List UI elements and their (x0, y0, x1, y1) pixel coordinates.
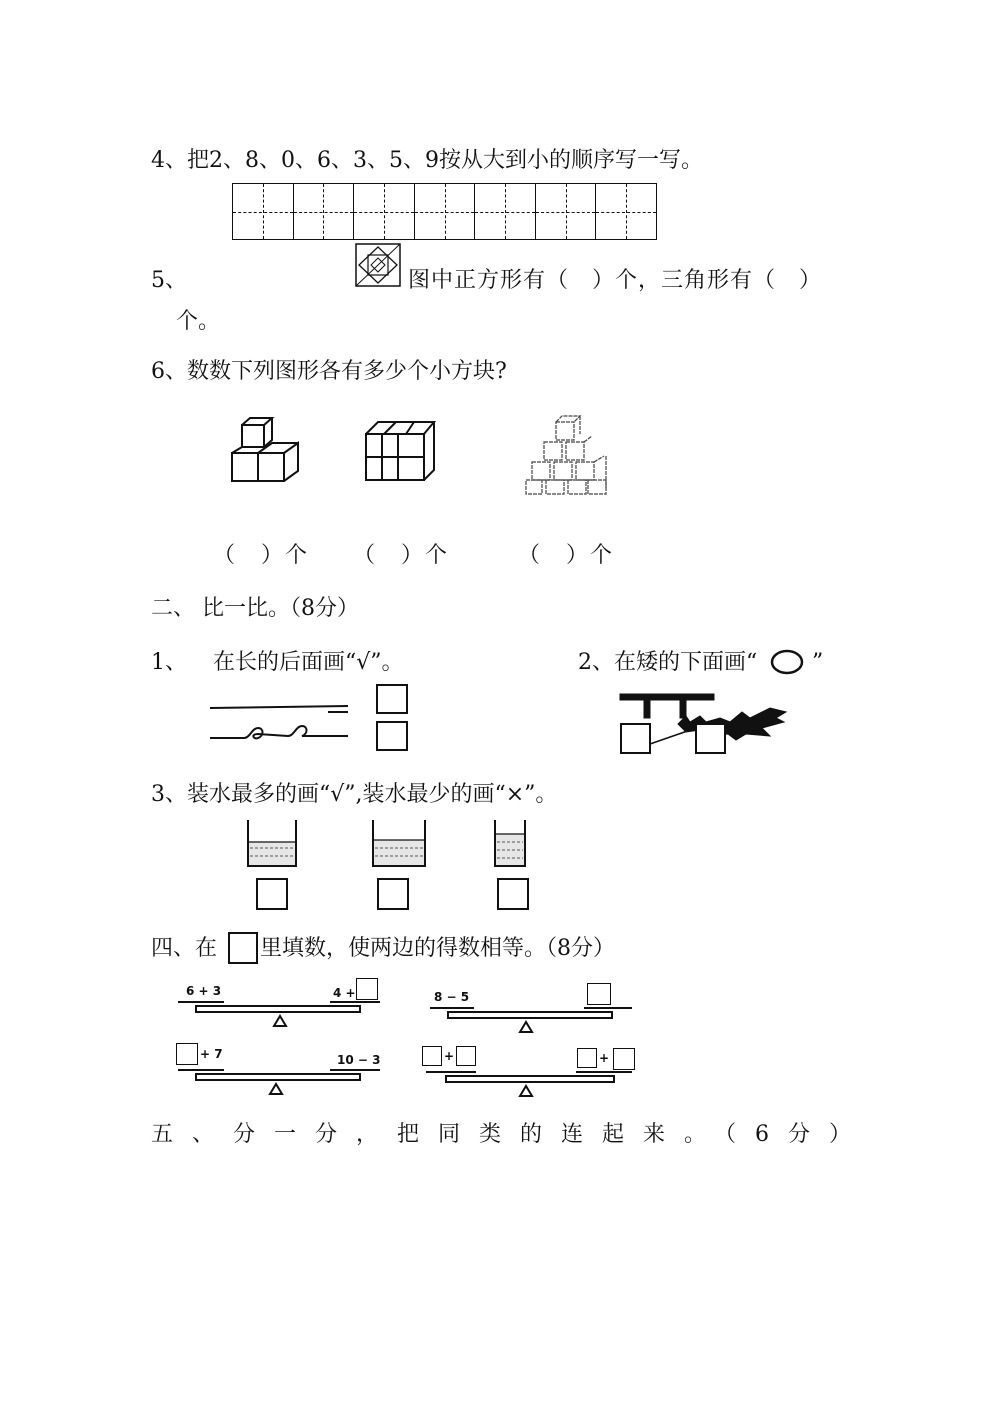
rope-lines-figure (208, 698, 350, 748)
balance-scale-2 (428, 1004, 634, 1034)
scale-1-right-label: 4 + (333, 986, 356, 1000)
answer-box-beaker-1[interactable] (256, 878, 288, 910)
section-4-title-before: 四、在 (151, 936, 218, 961)
q5-text: 图中正方形有（ ）个，三角形有（ ） (408, 268, 823, 293)
grid-cell[interactable] (294, 184, 355, 239)
grid-cell[interactable] (596, 184, 656, 239)
scale-2-answer-box[interactable] (587, 983, 611, 1005)
circle-icon (769, 648, 805, 676)
beaker-1 (246, 818, 298, 868)
grid-cell[interactable] (536, 184, 597, 239)
balance-scale-4 (424, 1068, 634, 1098)
balance-scale-1 (176, 998, 382, 1028)
sec2-q1-text: 在长的后面画“√”。 (213, 650, 404, 675)
digit-writing-grid[interactable] (232, 183, 657, 240)
nested-squares-figure (355, 243, 401, 287)
grid-cell[interactable] (475, 184, 536, 239)
answer-box-beaker-2[interactable] (377, 878, 409, 910)
scale-3-right-label: 10 − 3 (337, 1053, 381, 1067)
q5-number: 5、 (151, 268, 187, 293)
scale-1-answer-box[interactable] (356, 978, 378, 1000)
cube-figure-1 (228, 415, 306, 487)
scale-4-left-label: + (444, 1049, 455, 1063)
scale-3-answer-box[interactable] (176, 1043, 198, 1065)
q6-answer-1: （ ）个 (213, 543, 310, 568)
section-5-title: 五、分一分，把同类的连起来。（6分） (151, 1122, 870, 1147)
scale-4-left-box-2[interactable] (456, 1046, 476, 1066)
section-2-title: 二、 比一比。（8分） (151, 596, 359, 621)
grid-cell[interactable] (354, 184, 415, 239)
scale-4-right-box-2[interactable] (613, 1048, 635, 1070)
sec2-q2-text-before: 2、在矮的下面画“ (578, 650, 758, 675)
beaker-2 (371, 818, 427, 868)
section-4-title-after: 里填数，使两边的得数相等。（8分） (260, 936, 615, 961)
cube-figure-2 (362, 418, 438, 486)
sec2-q1-number: 1、 (151, 650, 187, 675)
grid-cell[interactable] (233, 184, 294, 239)
cube-figure-3 (522, 412, 612, 496)
beaker-3 (493, 818, 527, 868)
q5-continuation: 个。 (176, 309, 221, 334)
answer-box-beaker-3[interactable] (497, 878, 529, 910)
scale-4-left-box-1[interactable] (422, 1046, 442, 1066)
answer-box-short-1[interactable] (620, 723, 651, 754)
q4-text: 4、把2、8、0、6、3、5、9按从大到小的顺序写一写。 (151, 148, 703, 173)
balance-scale-3 (176, 1066, 382, 1096)
sec2-q2-text-after: ” (812, 650, 824, 675)
scale-2-left-label: 8 − 5 (434, 990, 470, 1004)
grid-cell[interactable] (415, 184, 476, 239)
scale-1-left-label: 6 + 3 (186, 984, 222, 998)
q6-answer-3: （ ）个 (518, 543, 615, 568)
scale-4-right-box-1[interactable] (577, 1048, 597, 1068)
scale-3-left-label: + 7 (200, 1047, 223, 1061)
q6-answer-2: （ ）个 (353, 543, 450, 568)
q6-text: 6、数数下列图形各有多少个小方块? (151, 359, 507, 384)
answer-box-short-2[interactable] (695, 723, 726, 754)
answer-box-long-1[interactable] (376, 684, 408, 714)
answer-box-long-2[interactable] (376, 721, 408, 751)
scale-4-right-label: + (599, 1051, 610, 1065)
blank-box-icon (228, 932, 258, 964)
sec2-q3-text: 3、装水最多的画“√”,装水最少的画“×”。 (151, 782, 558, 807)
